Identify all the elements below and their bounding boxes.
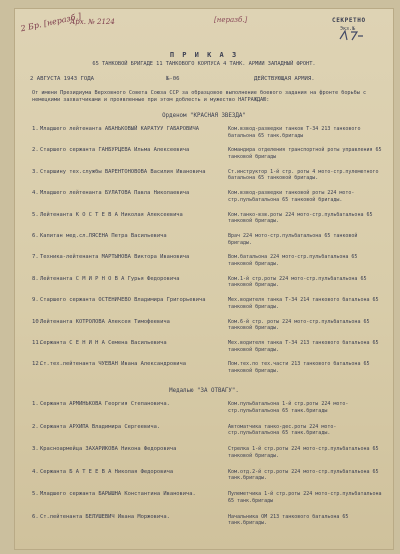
entry-number: 7. (32, 254, 39, 261)
awardee-position: Ком.взвод-разведки танковой роты 224 мото-стр.пульбатальона 65 танковой бригады. (228, 190, 355, 203)
awardee-name: Капитан мед.сл.ЛЯСЕНА Петра Васильевича (40, 233, 167, 239)
entry-number: 6. (32, 233, 39, 239)
awardee-position: Ком.6-й стр. роты 224 мото-стр.пульбатальона 65 танковой бригады. (228, 318, 370, 332)
awardee-name: Лейтенанта С М И Р Н О В А Гурья Федоровича (40, 275, 180, 282)
entry-number: 1. (32, 126, 39, 132)
awardee-name: Техника-лейтенанта МАРТЫНОВА Виктора Ивановича (40, 254, 190, 261)
entry-number: 5. (32, 211, 39, 218)
handwritten-mark-icon (338, 28, 364, 42)
awardee-position: Ком.1-й стр.роты 224 мото-стр.пульбатальона 65 танковой бригады. (228, 275, 367, 289)
entry-number: 8. (32, 275, 39, 282)
awardee-name: Младшего сержанта БАРЫШНА Константина Ивановича. (40, 491, 196, 497)
secret-stamp: СЕКРЕТНО (332, 17, 366, 24)
entry-number: 4. (32, 190, 39, 197)
awardee-name: Ст.тех.лейтенанта ЧУЕВАН Ивана Александровича (40, 361, 187, 368)
awardee-position: Автоматчика танко-дес.роты 224 мото-стр.пульбатальона 65 танк.бригады. (228, 423, 337, 437)
sheet-number-mark (338, 28, 364, 46)
entry-number: 12. (32, 361, 43, 368)
awardee-position: Стрелка 1-й стр.роты 224 мото-стр.пульбатальона 65 танковой бригады. (228, 446, 379, 459)
awardee-name: Сержанта АРМИНЬКОВА Георгия Степановича. (40, 401, 170, 407)
entry-number: 3. (32, 446, 39, 452)
awardee-name: Лейтенанта К О С Т Е В А Николая Алексеевича (40, 211, 183, 218)
entry-number: 4. (32, 468, 39, 475)
awardee-name: Сержанта АРХИПА Владимира Сергеевича. (40, 423, 161, 430)
awardee-position: Пулеметчика 1-й стр.роты 224 мото-стр.пульбатальона 65 танк.бригады (228, 491, 382, 504)
awardee-position: Начальника ОМ 213 танкового батальона 65 танк.бригады. (228, 513, 349, 527)
awardee-name: Красноармейца ЗАХАРИКОВА Никона Федоровича (40, 446, 177, 452)
document-subtitle: 65 ТАНКОВОЙ БРИГАДЕ 11 ТАНКОВОГО КОРПУСА 4 ТАНК. АРМИИ ЗАПАДНЫЙ ФРОНТ. (92, 61, 316, 67)
awardee-position: Мех.водителя танка Т-34 214 танкового батальона 65 танковой бригады. (228, 297, 379, 310)
entry-number: 3. (32, 168, 39, 175)
awardee-position: Ст.инструктор 1-й стр. роты 4 мото-стр.пулеметного батальона 65 танковой бригады. (228, 168, 379, 182)
awardee-position: Мех.водителя танка Т-34 213 танкового батальона 65 танковой бригады. (228, 340, 379, 353)
order-place: ДЕЙСТВУЮЩАЯ АРМИЯ. (254, 76, 315, 82)
entry-number: 10. (32, 318, 43, 325)
entry-number: 2. (32, 147, 39, 154)
entry-number: 1. (32, 401, 39, 407)
entry-number: 6. (32, 513, 39, 520)
entry-number: 11. (32, 340, 43, 346)
awardee-position: Ком.отд.2-й стр.роты 224 мото-стр.пульбатальона 65 танк.бригады. (228, 468, 379, 482)
handwritten-note-1: 2 Бр. [неразб.] (19, 11, 82, 34)
awardee-name: Сержанта Б А Т Е Е В А Николая Федоровича (40, 468, 174, 475)
awardee-name: Старшего сержанта ГАНБУРЦЕВА Ильма Алексеевича (40, 147, 190, 154)
entry-number: 9. (32, 297, 39, 304)
awardee-position: Врач 224 мото-стр.пульбатальона 65 танковой бригады. (228, 233, 358, 246)
order-number: №-06 (166, 76, 180, 82)
awardee-position: Ком.пульбатальона 1-й стр.роты 224 мото-стр.пульбатальона 65 танк.бригады (228, 401, 349, 414)
medal-heading: Медалью "ЗА ОТВАГУ". (169, 388, 239, 394)
handwritten-archive-number: Арх. № 2124 (70, 18, 115, 26)
awardee-position: Командира отделения транспортной роты управления 65 танковой бригады (228, 147, 382, 160)
entry-number: 2. (32, 423, 39, 430)
preamble: От имени Президиума Верховного Совета Союза ССР за образцовое выполнение боевого задания на фронте борьбы с немецкими захватчиками и проявленные при этом доблесть и мужество НАГРАЖДАЮ: (32, 90, 367, 103)
awardee-name: Старшину тех.службы ВАРЕНТОНОВОВА Василия Ивановича (40, 168, 206, 175)
document-sheet (14, 8, 394, 550)
awardee-position: Пом.тех.по тех.части 213 танкового батальона 65 танковой бригады. (228, 361, 370, 374)
awardee-name: Сержанта С Е Н И Н А Семена Васильевича (40, 340, 167, 346)
handwritten-note-2: [неразб.] (214, 16, 248, 24)
awardee-name: Лейтенанта КОТРОЛОВА Алексея Тимофеевича (40, 318, 170, 325)
awardee-name: Старшего сержанта ОСТЕНИЧЕВО Владимира Григорьевича (40, 297, 206, 304)
secret-copy-label: Экз.№ (340, 26, 356, 32)
order-heading-red-star: Орденом "КРАСНАЯ ЗВЕЗДА" (162, 113, 246, 119)
awardee-name: Младшего лейтенанта БУЛАТОВА Павла Николаевича (40, 190, 190, 197)
awardee-position: Ком.взвод-разведки танков Т-34 213 танкового батальона 65 танк.бригады (228, 126, 361, 139)
document-title: П Р И К А З (169, 51, 239, 59)
entry-number: 5. (32, 491, 39, 497)
awardee-position: Ком.танко-взв.роты 224 мото-стр.пульбатальона 65 танковой бригады. (228, 211, 373, 225)
awardee-position: Вом.батальона 224 мото-стр.пульбатальона 65 танковой бригады. (228, 254, 358, 267)
awardee-name: Младшего лейтенанта АБАНЬКОВЫЙ КАРАТУУ ГАБАРОВИЧА (40, 126, 200, 132)
awardee-name: Ст.лейтенанта БЕЛУШЕВИЧ Ивана Моржовича. (40, 513, 170, 520)
order-date: 2 АВГУСТА 1943 ГОДА (30, 76, 94, 82)
